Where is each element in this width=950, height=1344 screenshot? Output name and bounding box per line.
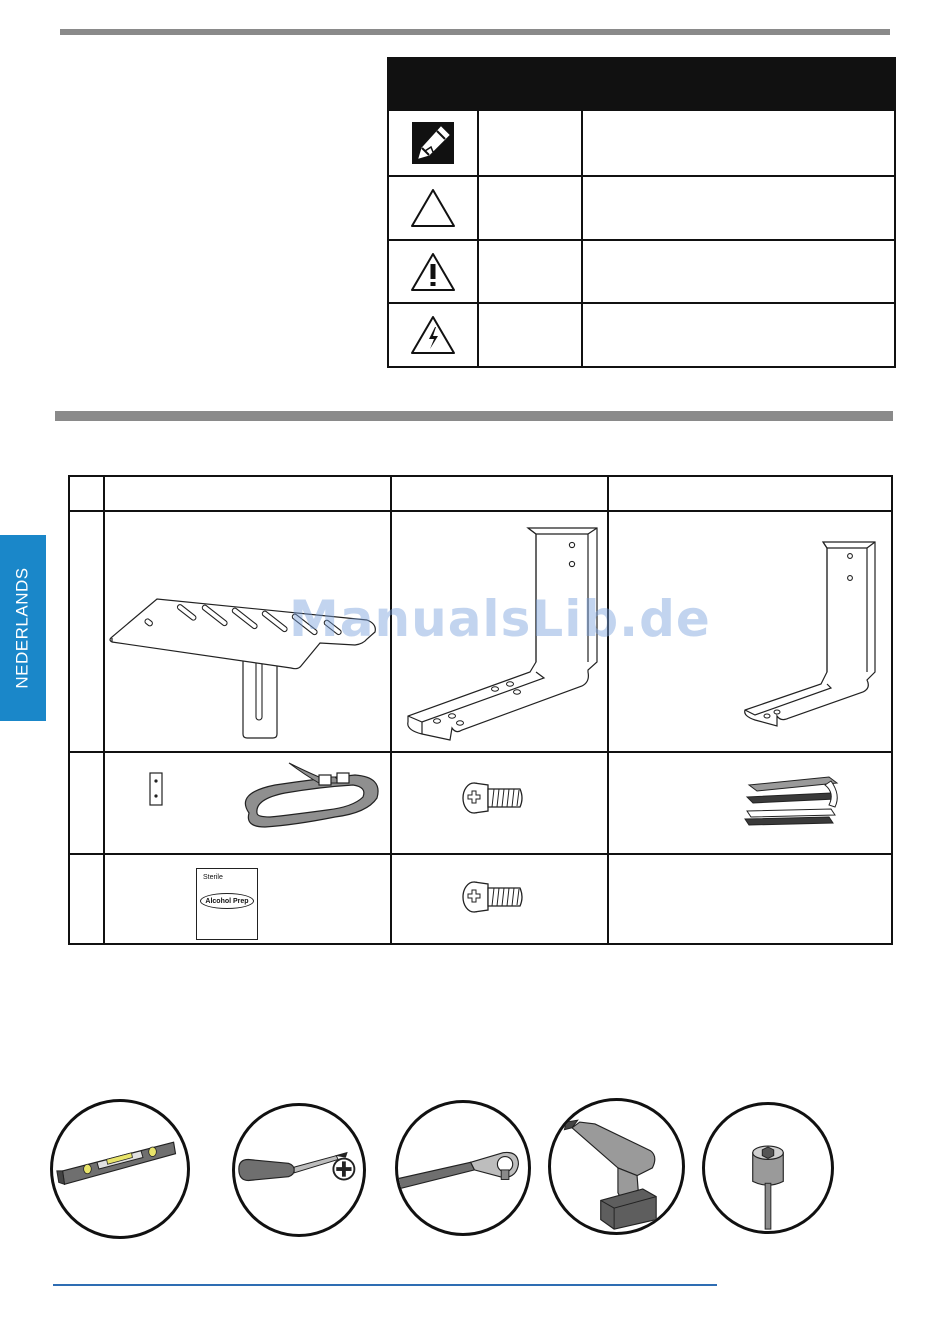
symbol-row-note [389, 109, 894, 175]
symbol-description [583, 177, 894, 239]
parts-table [68, 475, 893, 945]
language-tab-label: NEDERLANDS [13, 567, 33, 689]
pad-alcohol-label: Alcohol Prep [205, 897, 249, 905]
language-tab [0, 535, 46, 721]
pad-sterile-label: Sterile [203, 874, 223, 881]
symbol-description [583, 111, 894, 175]
socket-wrench-icon [395, 1100, 531, 1236]
hex-socket-bit-icon [702, 1102, 834, 1234]
symbol-row-caution [389, 175, 894, 239]
symbol-row-electric [389, 302, 894, 366]
symbol-term [479, 111, 583, 175]
power-drill-icon [548, 1098, 685, 1235]
symbol-term [479, 241, 583, 302]
symbols-table [387, 57, 896, 368]
clip-and-strap-icon [105, 753, 390, 853]
exclamation-warning-icon [389, 241, 479, 302]
pencil-note-icon [389, 111, 479, 175]
symbols-table-header [389, 59, 894, 109]
section-divider [55, 411, 893, 421]
symbol-description [583, 304, 894, 366]
phillips-screwdriver-icon [232, 1103, 366, 1237]
triangle-caution-icon [389, 177, 479, 239]
footer-divider [53, 1284, 717, 1286]
symbol-term [479, 304, 583, 366]
symbol-row-warning [389, 239, 894, 302]
electric-shock-icon [389, 304, 479, 366]
alcohol-prep-pad-icon [105, 855, 390, 945]
symbol-term [479, 177, 583, 239]
top-divider [60, 29, 890, 35]
watermark: ManualsLib.de [289, 590, 711, 648]
screw-icon [392, 855, 607, 945]
symbol-description [583, 241, 894, 302]
screw-icon [392, 753, 607, 853]
spirit-level-icon [50, 1099, 190, 1239]
adhesive-strip-icon [609, 753, 891, 853]
